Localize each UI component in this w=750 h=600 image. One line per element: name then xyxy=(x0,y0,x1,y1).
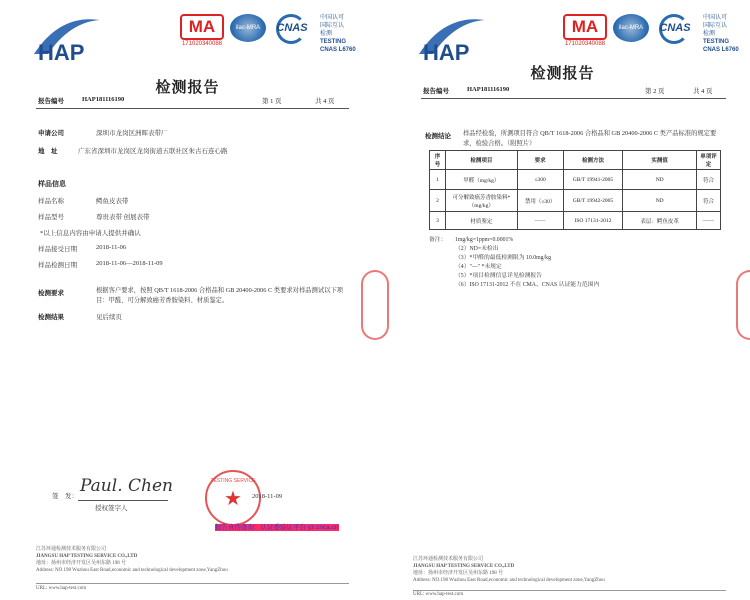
table-cell: GB/T 19941-2005 xyxy=(563,170,623,190)
cnas-logo-label: CNAS xyxy=(276,22,308,34)
note-item: （4）"—" *未规定 xyxy=(455,264,502,270)
report-no-label: 报告编号 xyxy=(38,98,64,105)
seal-edge-mark-right xyxy=(736,270,750,340)
report-no-label: 报告编号 xyxy=(423,88,449,95)
table-cell: 2 xyxy=(430,190,446,212)
signatory-label: 授权签字人 xyxy=(95,505,128,512)
result-value: 见后续页 xyxy=(96,314,122,321)
requirement-label: 检测要求 xyxy=(38,290,64,297)
test-period-label: 样品检测日期 xyxy=(38,262,77,269)
ma-logo-label: MA xyxy=(180,14,224,40)
applicant-label: 申请公司 xyxy=(38,130,64,137)
applicant-value: 深圳市龙岗区洲晖表带厂 xyxy=(96,130,168,137)
table-cell: 符合 xyxy=(697,190,721,212)
table-cell: 1 xyxy=(430,170,446,190)
table-cell: —— xyxy=(517,212,563,230)
table-cell: ND xyxy=(623,190,697,212)
col-header-evaluation: 单项评定 xyxy=(697,151,721,170)
cnas-logo xyxy=(272,14,312,44)
report-no: HAP181116190 xyxy=(467,86,510,93)
col-header-no: 序号 xyxy=(430,151,446,170)
ma-logo-label: MA xyxy=(563,14,607,40)
table-cell: 可分解致癌芳香胺染料*（mg/kg） xyxy=(445,190,517,212)
hap-logo xyxy=(415,14,487,64)
test-results-table xyxy=(429,150,721,230)
table-cell: 材质鉴定 xyxy=(445,212,517,230)
table-header-row xyxy=(430,151,721,170)
footer-company: 江苏环通检测技术服务有限公司 JIANGSU HAP TESTING SERVICE CO.,LTD 地址：扬州市经济开发区吴州东路 198 号 Address: NO.198 Wuzhou East Road,economic and technological development zone,YangZhou xyxy=(413,557,605,583)
cert-logos xyxy=(180,14,356,54)
ma-number: 171020340088 xyxy=(181,41,223,47)
table-cell: 3 xyxy=(430,212,446,230)
sample-info-note: *以上信息内容由申请人提供并确认 xyxy=(40,230,141,237)
received-date-value: 2018-11-06 xyxy=(96,244,127,251)
cnas-logo-label: CNAS xyxy=(659,22,691,34)
table-cell: 符合 xyxy=(697,170,721,190)
col-header-item: 检测项目 xyxy=(445,151,517,170)
seal-edge-mark-left xyxy=(375,270,389,340)
hap-logo-text: HAP xyxy=(423,40,470,64)
note-item: 1mg/kg=1ppm=0.0001% xyxy=(455,237,514,243)
table-cell: —— xyxy=(697,212,721,230)
col-header-method: 检测方法 xyxy=(563,151,623,170)
sample-info-heading: 样品信息 xyxy=(38,180,66,188)
issue-date: 2018-11-09 xyxy=(252,493,283,500)
table-cell: 禁用（≤30） xyxy=(517,190,563,212)
header-divider xyxy=(421,98,726,99)
header-divider xyxy=(36,108,349,109)
hap-logo xyxy=(30,14,102,64)
cnas-cert-text: 中国认可 国际互认 检测 TESTING CNAS L6760 xyxy=(703,15,739,53)
ma-number: 171020340088 xyxy=(564,41,606,47)
footer-divider xyxy=(36,583,349,584)
signature: Paul. Chen xyxy=(80,476,173,496)
report-page-2 xyxy=(375,0,750,600)
table-cell: 表层：鳄鱼皮革 xyxy=(623,212,697,230)
notes-list xyxy=(455,236,599,290)
table-row xyxy=(430,170,721,190)
conclusion-label: 检测结论 xyxy=(425,133,451,140)
note-item: （3）*甲醛的最低检测限为 10.0mg/kg xyxy=(455,255,551,261)
footer-url[interactable]: URL: www.hap-test.com xyxy=(413,592,464,597)
table-row xyxy=(430,212,721,230)
footer-company: 江苏环通检测技术服务有限公司 JIANGSU HAP TESTING SERVICE CO.,LTD 地址：扬州市经济开发区吴州东路 198 号 Address: NO.198 Wuzhou East Road,economic and technological development zone,YangZhou xyxy=(36,547,228,573)
notes-label: 备注： xyxy=(429,237,447,243)
col-header-requirement: 要求 xyxy=(517,151,563,170)
note-item: （5）*项目检测信息详见检测报告 xyxy=(455,273,542,279)
table-cell: 甲醛（mg/kg） xyxy=(445,170,517,190)
table-cell: GB/T 19942-2005 xyxy=(563,190,623,212)
ma-logo xyxy=(563,14,607,47)
page-number: 第 2 页 xyxy=(645,88,665,95)
table-cell: ≤300 xyxy=(517,170,563,190)
ilac-mra-logo: ilac-MRA xyxy=(613,14,649,42)
page-total: 共 4 页 xyxy=(693,88,713,95)
verify-link[interactable]: 报告真伪查询：认证委验证平台 yz.cnca.cn xyxy=(215,524,339,531)
cert-logos xyxy=(563,14,739,54)
hap-logo-text: HAP xyxy=(38,40,85,64)
company-stamp: TESTING SERVICE ★ xyxy=(205,470,261,526)
address-label: 地 址 xyxy=(38,148,58,155)
conclusion-text: 样品经检验，所测项目符合 QB/T 1618-2006 合格品和 GB 20400-2006 C 类产品标准的规定要求，检验合格。（附照片） xyxy=(463,130,717,147)
page-title: 检测报告 xyxy=(155,78,220,96)
footer-url[interactable]: URL: www.hap-test.com xyxy=(36,586,87,591)
cnas-cert-text: 中国认可 国际互认 检测 TESTING CNAS L6760 xyxy=(320,15,356,53)
sample-model-value: 尊贵表带 创展表带 xyxy=(96,214,150,221)
signature-line xyxy=(78,500,168,501)
note-item: （2）ND=未检出 xyxy=(455,246,499,252)
table-row xyxy=(430,190,721,212)
received-date-label: 样品接受日期 xyxy=(38,246,77,253)
address-value: 广东省深圳市龙岗区龙岗街道五联社区朱古石连心路 xyxy=(78,148,228,155)
test-period-value: 2018-11-06—2018-11-09 xyxy=(96,260,163,267)
sample-model-label: 样品型号 xyxy=(38,214,64,221)
page-total: 共 4 页 xyxy=(315,98,335,105)
table-cell: ND xyxy=(623,170,697,190)
ma-logo xyxy=(180,14,224,47)
result-label: 检测结果 xyxy=(38,314,64,321)
seal-edge-mark xyxy=(361,270,375,340)
page-title: 检测报告 xyxy=(530,64,595,82)
issuer-label: 签 发： xyxy=(52,493,78,500)
report-no: HAP181116190 xyxy=(82,96,125,103)
ilac-mra-logo: ilac-MRA xyxy=(230,14,266,42)
page-number: 第 1 页 xyxy=(262,98,282,105)
sample-name-label: 样品名称 xyxy=(38,198,64,205)
sample-name-value: 鳄鱼皮表带 xyxy=(96,198,129,205)
requirement-text: 根据客户要求，按照 QB/T 1618-2006 合格品和 GB 20400-2006 C 类要求对样品测试以下项目：甲醛、可分解致癌芳香胺染料、材质鉴定。 xyxy=(96,287,344,304)
table-cell: ISO 17131-2012 xyxy=(563,212,623,230)
cnas-logo xyxy=(655,14,695,44)
col-header-measured: 实测值 xyxy=(623,151,697,170)
note-item: （6）ISO 17131-2012 不在 CMA、CNAS 认证能力范围内 xyxy=(455,282,600,288)
stamp-star-icon: ★ xyxy=(224,486,242,510)
